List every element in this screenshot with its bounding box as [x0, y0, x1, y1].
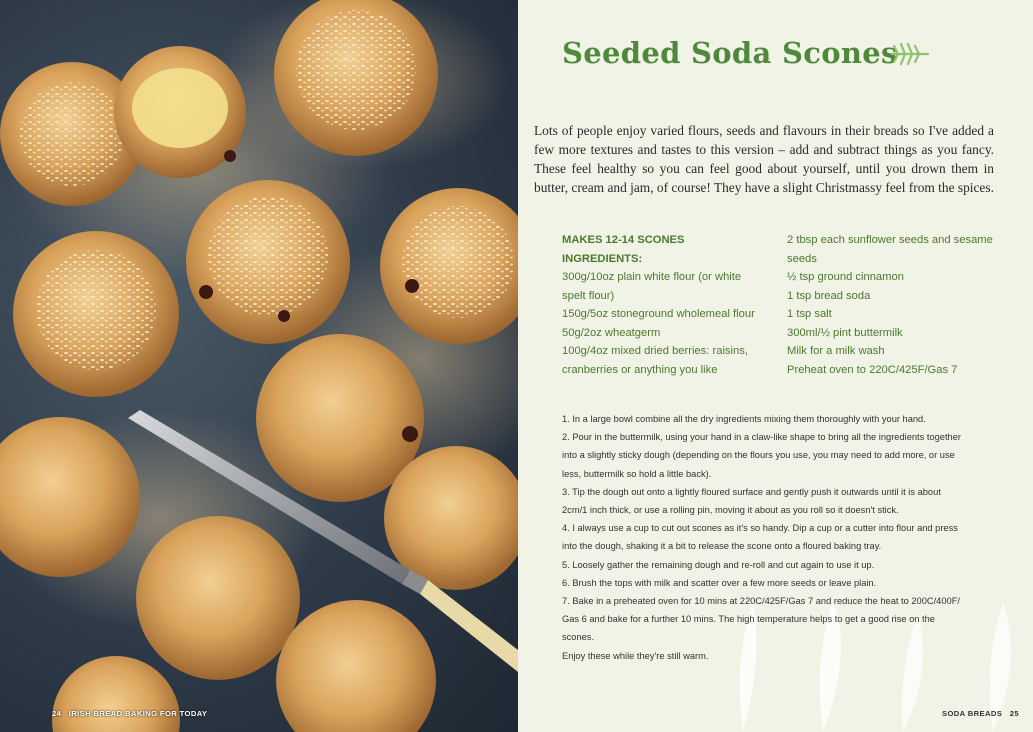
- ingredient-line: 50g/2oz wheatgerm: [562, 326, 661, 339]
- method-line: scones.: [562, 632, 595, 643]
- method-line: 1. In a large bowl combine all the dry ingredients mixing them thoroughly with your hand.: [562, 414, 926, 424]
- method-line: into the dough, shaking it a bit to release the scone onto a floured baking tray.: [562, 541, 882, 552]
- intro-paragraph: Lots of people enjoy varied flours, seeds and flavours in their breads so I've added a few more textures and tastes to this version – add and subtract things as you fancy. These feel healthy so you can feel good about yourself, until you drown them in butter, cream and jam, of course! They have a slight Christmassy feel from the spices.: [534, 123, 994, 195]
- method-line: 5. Loosely gather the remaining dough and re-roll and cut again to use it up.: [562, 559, 875, 570]
- ingredient-line: Milk for a milk wash: [787, 345, 885, 357]
- ingredient-line: seeds: [787, 252, 817, 265]
- ingredient-line: ½ tsp ground cinnamon: [787, 271, 904, 283]
- ingredient-line: 2 tbsp each sunflower seeds and sesame: [787, 234, 993, 246]
- method-line: less, buttermilk so hold a little back).: [562, 468, 712, 479]
- recipe-title: Seeded Soda Scones: [562, 36, 898, 70]
- footer-left-page: 24: [52, 709, 62, 718]
- ingredient-line: 100g/4oz mixed dried berries: raisins,: [562, 345, 748, 357]
- ingredients-right: [787, 231, 1002, 379]
- ingredients-heading: INGREDIENTS:: [562, 252, 643, 265]
- ingredient-line: cranberries or anything you like: [562, 363, 718, 376]
- footer-left-book: IRISH BREAD BAKING FOR TODAY: [68, 709, 208, 718]
- method-line: Gas 6 and bake for a further 10 mins. The high temperature helps to get a good rise on the: [562, 614, 935, 625]
- method-line: 2cm/1 inch thick, or use a rolling pin, moving it about as you roll so it doesn't stick.: [562, 505, 899, 516]
- footer-right-page: 25: [1009, 709, 1019, 718]
- footer-left: [52, 709, 207, 718]
- method-line: 4. I always use a cup to cut out scones as it's so handy. Dip a cup or a cutter into flour and press: [562, 523, 958, 534]
- ingredients-left: [562, 231, 767, 379]
- footer-section: SODA BREADS: [941, 709, 1003, 718]
- wheat-icon: [890, 36, 930, 72]
- method-line: 3. Tip the dough out onto a lightly floured surface and gently push it outwards until it is about: [562, 486, 941, 497]
- method-steps: [562, 410, 992, 665]
- recipe-page: [518, 0, 1033, 732]
- ingredient-line: spelt flour): [562, 289, 615, 302]
- ingredient-line: 1 tsp bread soda: [787, 289, 871, 302]
- makes-heading: MAKES 12-14 SCONES: [562, 234, 685, 246]
- footer-right: [942, 709, 1019, 718]
- ingredient-line: 150g/5oz stoneground wholemeal flour: [562, 308, 755, 320]
- ingredient-line: 300ml/½ pint buttermilk: [787, 326, 903, 339]
- method-line: 6. Brush the tops with milk and scatter over a few more seeds or leave plain.: [562, 577, 877, 588]
- method-line: 7. Bake in a preheated oven for 10 mins at 220C/425F/Gas 7 and reduce the heat to 200C/400F/: [562, 596, 960, 607]
- method-line: 2. Pour in the buttermilk, using your hand in a claw-like shape to bring all the ingredients together: [562, 432, 961, 443]
- ingredient-line: Preheat oven to 220C/425F/Gas 7: [787, 363, 958, 376]
- method-line: Enjoy these while they're still warm.: [562, 650, 709, 661]
- ingredient-line: 1 tsp salt: [787, 308, 832, 320]
- method-line: into a slightly sticky dough (depending on the flours you use, you may need to add more, or use: [562, 450, 955, 461]
- ingredient-line: 300g/10oz plain white flour (or white: [562, 271, 742, 283]
